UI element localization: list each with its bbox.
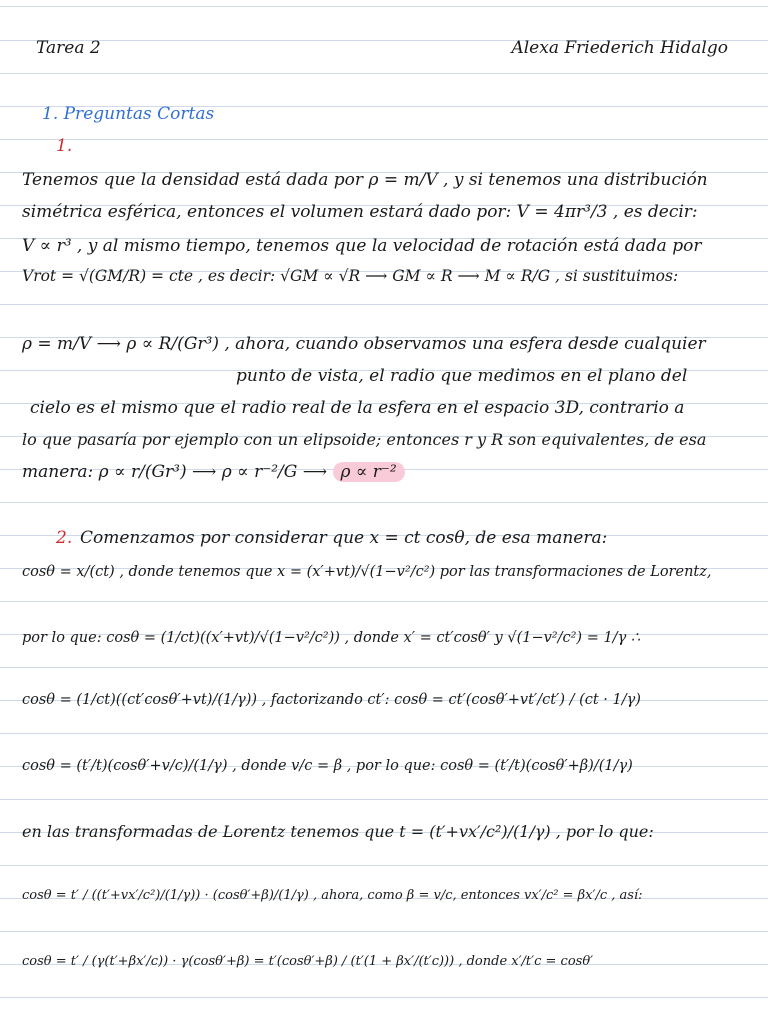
- text-line-12: por lo que: cosθ = (1/ct)((x′+vt)/√(1−v²/c²)) , donde x′ = ct′cosθ′ y √(1−v²/c²) = 1/γ ∴: [22, 630, 641, 646]
- section-title: 1. Preguntas Cortas: [42, 104, 215, 124]
- text-line-13: cosθ = (1/ct)((ct′cosθ′+vt)/(1/γ)) , factorizando ct′: cosθ = ct′(cosθ′+vt′/ct′) / (ct · 1/γ): [22, 692, 641, 708]
- text-line-11: cosθ = x/(ct) , donde tenemos que x = (x′+vt)/√(1−v²/c²) por las transformaciones de Lorentz,: [22, 564, 712, 580]
- text-line-1: Tenemos que la densidad está dada por ρ = m/V , y si tenemos una distribución: [22, 170, 708, 190]
- text-line-14: cosθ = (t′/t)(cosθ′+v/c)/(1/γ) , donde v/c = β , por lo que: cosθ = (t′/t)(cosθ′+β)/(1/γ): [22, 758, 633, 774]
- text-line-10: Comenzamos por considerar que x = ct cosθ, de esa manera:: [80, 528, 608, 548]
- text-line-7: cielo es el mismo que el radio real de la esfera en el espacio 3D, contrario a: [30, 398, 685, 418]
- item-number-2: 2.: [56, 528, 73, 548]
- text-line-3: V ∝ r³ , y al mismo tiempo, tenemos que la velocidad de rotación está dada por: [22, 236, 702, 256]
- header-author: Alexa Friederich Hidalgo: [511, 38, 728, 58]
- item-number-1: 1.: [56, 136, 73, 156]
- text-line-4: Vrot = √(GM/R) = cte , es decir: √GM ∝ √R ⟶ GM ∝ R ⟶ M ∝ R/G , si sustituimos:: [22, 267, 679, 285]
- text-line-16: cosθ = t′ / ((t′+vx′/c²)/(1/γ)) · (cosθ′+β)/(1/γ) , ahora, como β = v/c, entonces vx′/c² = βx′/c , así:: [22, 888, 643, 903]
- text-line-2: simétrica esférica, entonces el volumen estará dado por: V = 4πr³/3 , es decir:: [22, 202, 698, 222]
- text-line-17: cosθ = t′ / (γ(t′+βx′/c)) · γ(cosθ′+β) = t′(cosθ′+β) / (t′(1 + βx′/(t′c))) , donde x′/t′c = cosθ′: [22, 954, 594, 969]
- text-line-9-body: manera: ρ ∝ r/(Gr³) ⟶ ρ ∝ r⁻²/G ⟶: [22, 462, 328, 482]
- text-line-5: ρ = m/V ⟶ ρ ∝ R/(Gr³) , ahora, cuando observamos una esfera desde cualquier: [22, 334, 706, 354]
- header-title: Tarea 2: [36, 38, 101, 58]
- text-line-9: [22, 462, 405, 482]
- text-line-6: punto de vista, el radio que medimos en el plano del: [236, 366, 688, 386]
- text-line-8: lo que pasaría por ejemplo con un elipsoide; entonces r y R son equivalentes, de esa: [22, 430, 707, 449]
- highlighted-result: ρ ∝ r⁻²: [333, 462, 405, 482]
- text-line-15: en las transformadas de Lorentz tenemos que t = (t′+vx′/c²)/(1/γ) , por lo que:: [22, 822, 654, 841]
